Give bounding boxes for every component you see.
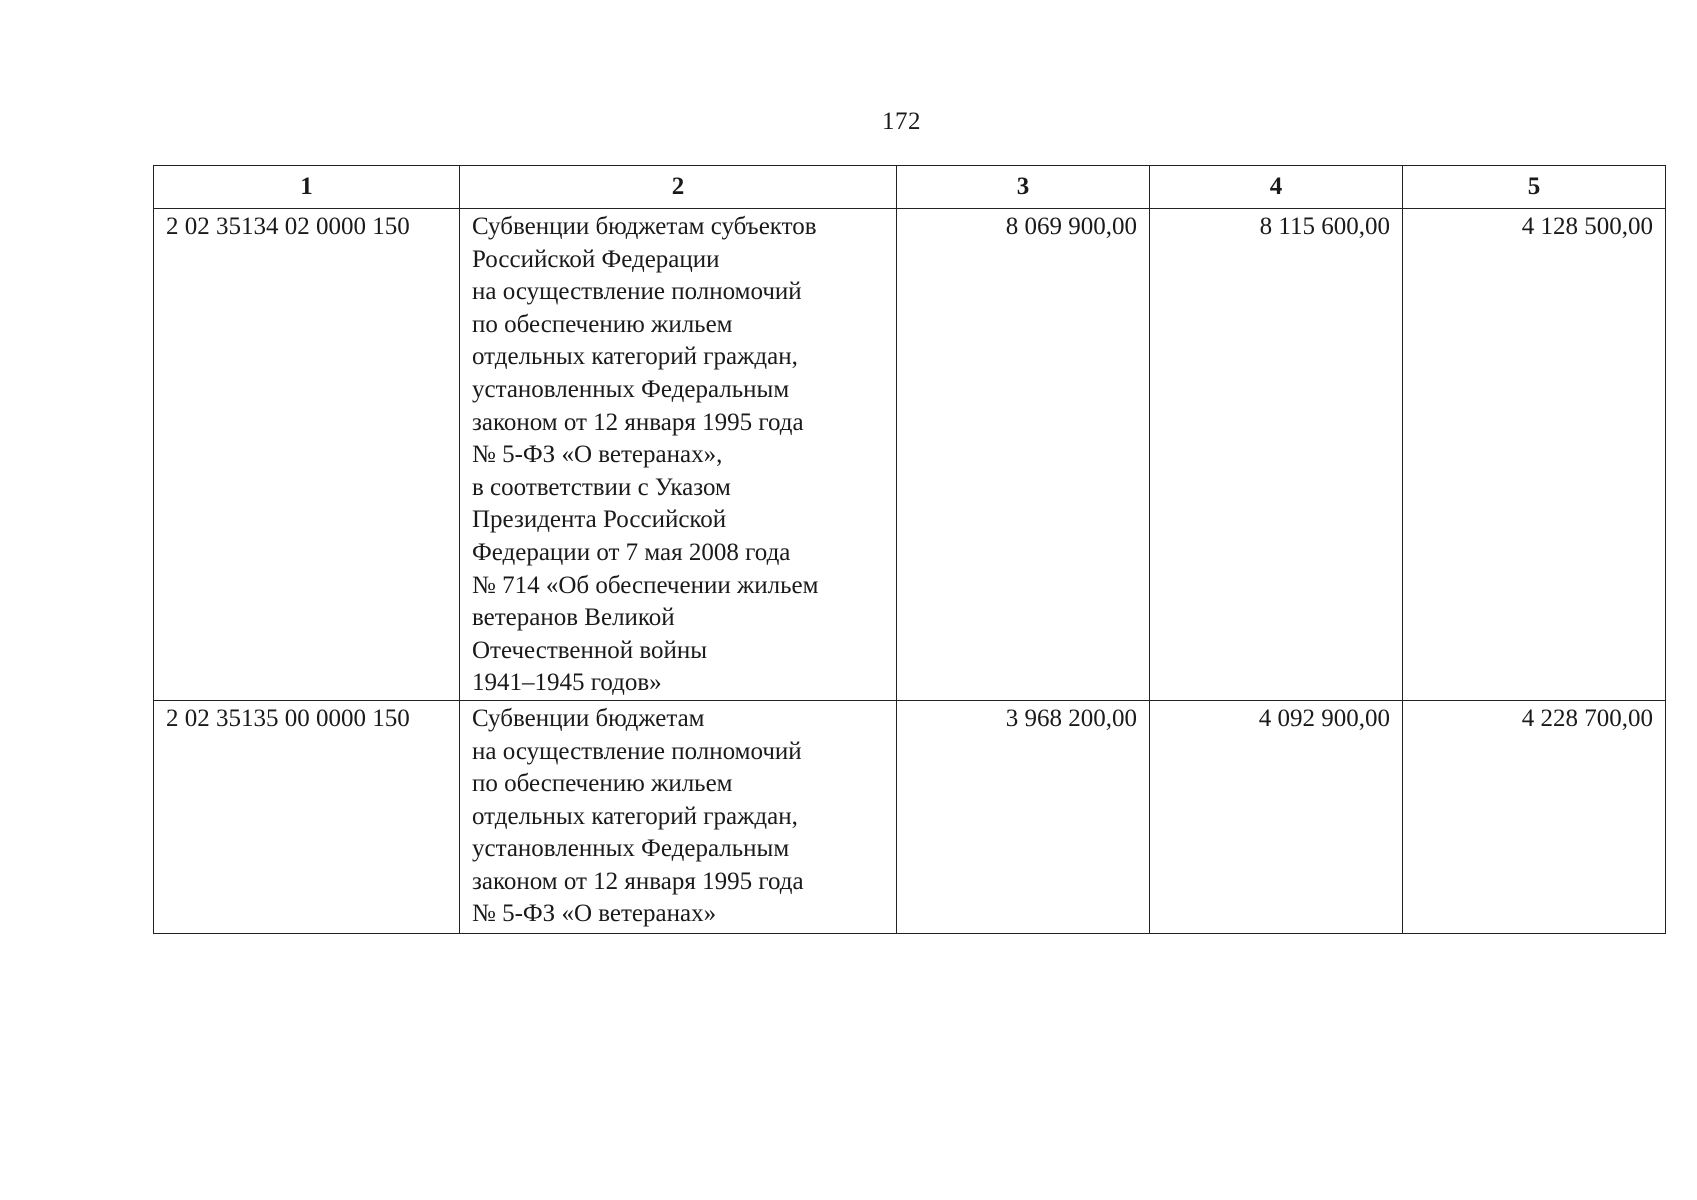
budget-code-cell: 2 02 35135 00 0000 150 — [154, 700, 460, 933]
description-line: Федерации от 7 мая 2008 года — [472, 538, 791, 566]
description-line: отдельных категорий граждан, — [472, 802, 798, 830]
description-line: установленных Федеральным — [472, 835, 790, 863]
column-header-3: 3 — [897, 166, 1150, 209]
description-cell — [460, 700, 897, 933]
description-line: по обеспечению жильем — [472, 770, 733, 798]
description-line: ветеранов Великой — [472, 604, 675, 632]
amount-column-4: 4 092 900,00 — [1150, 700, 1403, 933]
description-line: Субвенции бюджетам — [472, 704, 705, 732]
amount-column-4: 8 115 600,00 — [1150, 209, 1403, 701]
description-line: Президента Российской — [472, 506, 727, 534]
description-line: на осуществление полномочий — [472, 278, 802, 306]
description-line: Российской Федерации — [472, 245, 720, 273]
description-line: № 714 «Об обеспечении жильем — [472, 571, 819, 599]
amount-column-5: 4 228 700,00 — [1403, 700, 1666, 933]
amount-column-3: 8 069 900,00 — [897, 209, 1150, 701]
description-line: Субвенции бюджетам субъектов — [472, 213, 817, 240]
table-row — [154, 700, 1666, 933]
column-header-2: 2 — [460, 166, 897, 209]
table-row — [154, 209, 1666, 701]
description-line: отдельных категорий граждан, — [472, 343, 798, 371]
description-line: Отечественной войны — [472, 636, 708, 664]
description-line: № 5-ФЗ «О ветеранах» — [472, 900, 717, 928]
column-header-1: 1 — [154, 166, 460, 209]
budget-table — [153, 165, 1666, 934]
page-number: 172 — [882, 108, 921, 135]
description-line: законом от 12 января 1995 года — [472, 408, 804, 436]
amount-column-3: 3 968 200,00 — [897, 700, 1150, 933]
description-line: на осуществление полномочий — [472, 737, 802, 765]
amount-column-5: 4 128 500,00 — [1403, 209, 1666, 701]
description-cell — [460, 209, 897, 701]
description-line: законом от 12 января 1995 года — [472, 867, 804, 895]
description-line: № 5-ФЗ «О ветеранах», — [472, 441, 723, 469]
description-line: установленных Федеральным — [472, 375, 790, 403]
table-header-row — [154, 166, 1666, 209]
description-line: по обеспечению жильем — [472, 310, 733, 338]
description-line: в соответствии с Указом — [472, 473, 731, 501]
budget-code-cell: 2 02 35134 02 0000 150 — [154, 209, 460, 701]
column-header-4: 4 — [1150, 166, 1403, 209]
column-header-5: 5 — [1403, 166, 1666, 209]
description-line: 1941–1945 годов» — [472, 669, 662, 697]
